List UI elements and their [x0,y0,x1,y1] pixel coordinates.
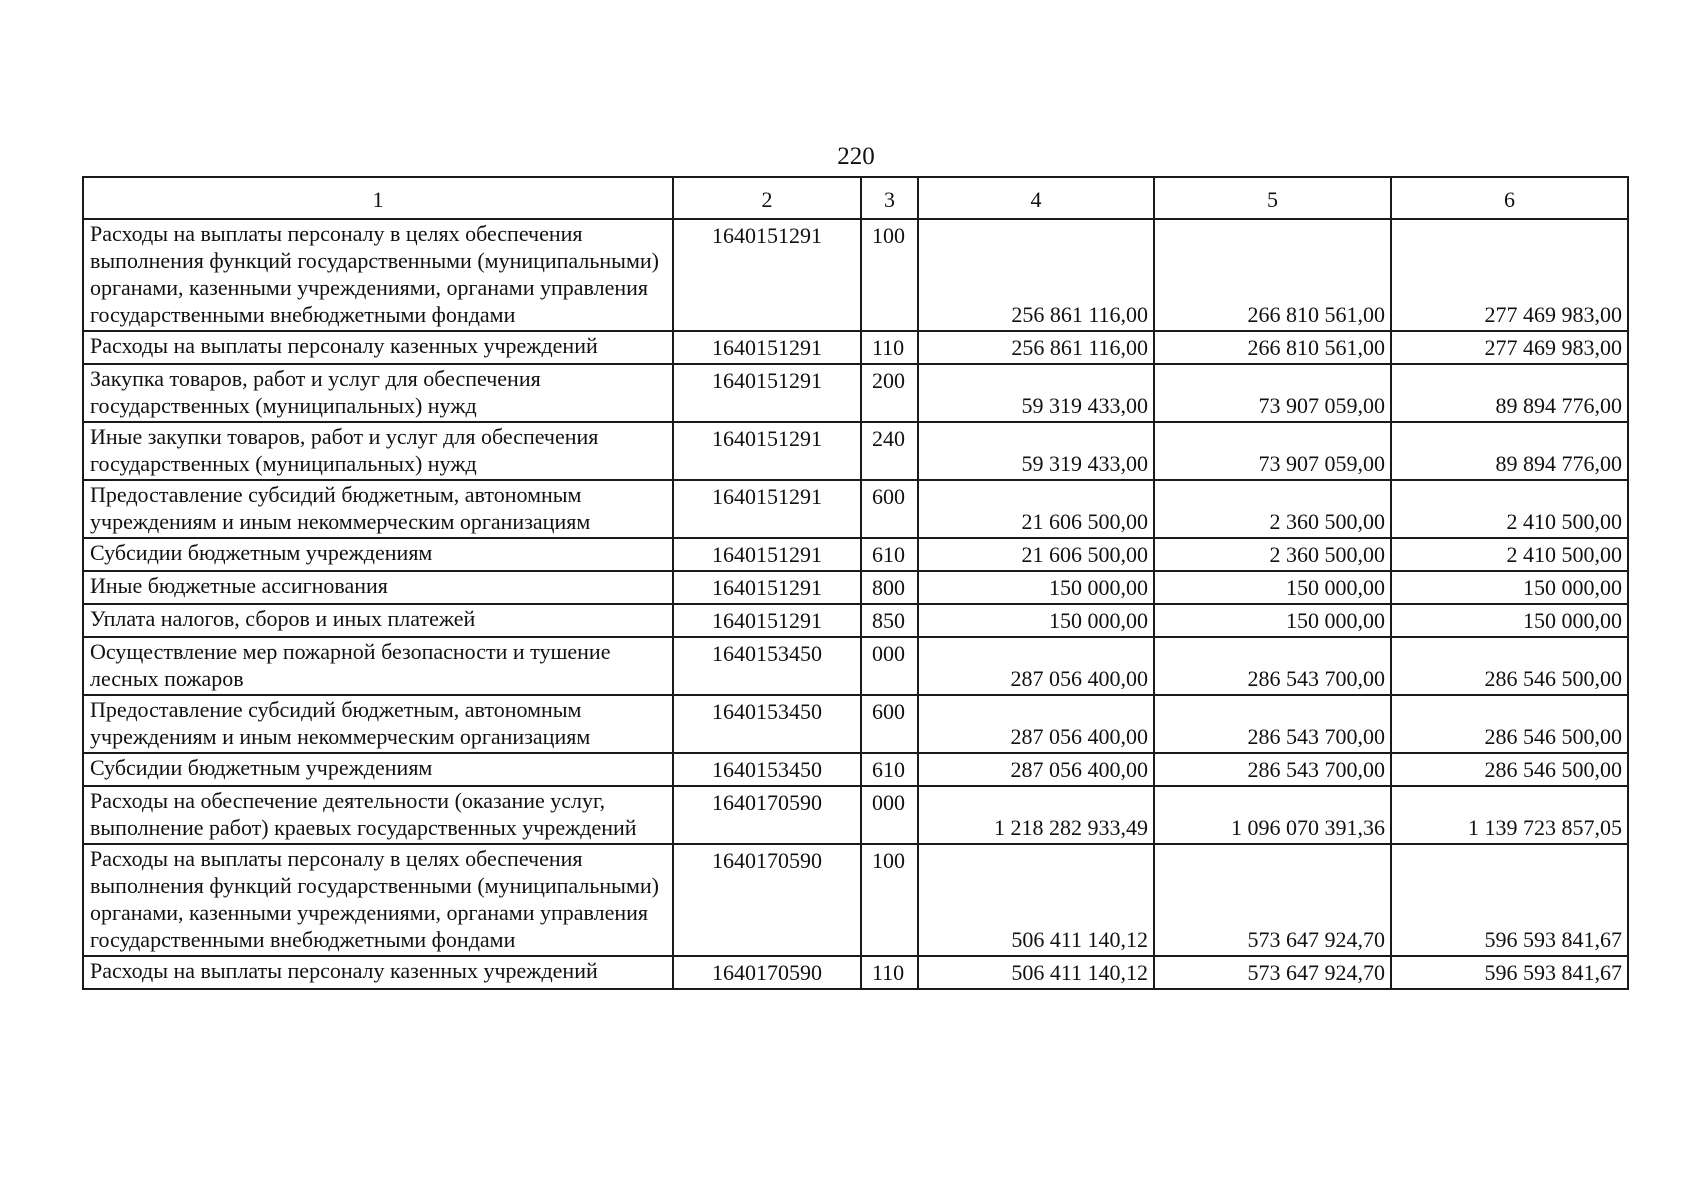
table-header-row [83,177,1628,219]
table-row [83,331,1628,364]
column-header: 2 [673,177,861,219]
expense-type-cell: 110 [861,331,918,364]
amount-cell: 21 606 500,00 [918,480,1154,538]
target-code-cell: 1640151291 [673,364,861,422]
amount-cell: 150 000,00 [918,604,1154,637]
expense-type-cell: 110 [861,956,918,989]
expense-name-cell: Субсидии бюджетным учреждениям [83,753,673,786]
amount-cell: 256 861 116,00 [918,219,1154,331]
amount-cell: 506 411 140,12 [918,956,1154,989]
target-code-cell: 1640151291 [673,571,861,604]
expense-name-cell: Предоставление субсидий бюджетным, автономным учреждениям и иным некоммерческим организациям [83,695,673,753]
amount-cell: 1 218 282 933,49 [918,786,1154,844]
amount-cell: 150 000,00 [1154,604,1391,637]
amount-cell: 2 410 500,00 [1391,538,1628,571]
column-header: 4 [918,177,1154,219]
table-row [83,786,1628,844]
table-row [83,422,1628,480]
target-code-cell: 1640151291 [673,331,861,364]
amount-cell: 573 647 924,70 [1154,844,1391,956]
expense-name-cell: Расходы на выплаты персоналу в целях обеспечения выполнения функций государственными (муниципальными) органами, казенными учреждениями, органами управления государственными внебюджетными фондами [83,219,673,331]
amount-cell: 287 056 400,00 [918,695,1154,753]
column-header: 1 [83,177,673,219]
expense-type-cell: 000 [861,637,918,695]
amount-cell: 286 543 700,00 [1154,695,1391,753]
amount-cell: 596 593 841,67 [1391,844,1628,956]
table-row [83,844,1628,956]
expense-name-cell: Расходы на выплаты персоналу казенных учреждений [83,331,673,364]
expense-type-cell: 100 [861,219,918,331]
amount-cell: 266 810 561,00 [1154,331,1391,364]
expense-type-cell: 240 [861,422,918,480]
amount-cell: 150 000,00 [1391,604,1628,637]
amount-cell: 287 056 400,00 [918,637,1154,695]
target-code-cell: 1640170590 [673,786,861,844]
amount-cell: 73 907 059,00 [1154,422,1391,480]
target-code-cell: 1640151291 [673,219,861,331]
table-row [83,604,1628,637]
expense-name-cell: Расходы на выплаты персоналу казенных учреждений [83,956,673,989]
amount-cell: 277 469 983,00 [1391,331,1628,364]
expense-type-cell: 600 [861,695,918,753]
amount-cell: 286 546 500,00 [1391,753,1628,786]
table-row [83,480,1628,538]
target-code-cell: 1640153450 [673,753,861,786]
amount-cell: 21 606 500,00 [918,538,1154,571]
column-header: 6 [1391,177,1628,219]
table-row [83,538,1628,571]
expense-name-cell: Расходы на обеспечение деятельности (оказание услуг, выполнение работ) краевых государственных учреждений [83,786,673,844]
column-header: 3 [861,177,918,219]
expense-type-cell: 610 [861,753,918,786]
amount-cell: 596 593 841,67 [1391,956,1628,989]
expense-name-cell: Иные закупки товаров, работ и услуг для обеспечения государственных (муниципальных) нужд [83,422,673,480]
amount-cell: 1 139 723 857,05 [1391,786,1628,844]
amount-cell: 1 096 070 391,36 [1154,786,1391,844]
expense-type-cell: 610 [861,538,918,571]
target-code-cell: 1640151291 [673,538,861,571]
table-row [83,753,1628,786]
expense-type-cell: 850 [861,604,918,637]
table-row [83,637,1628,695]
amount-cell: 277 469 983,00 [1391,219,1628,331]
expense-name-cell: Закупка товаров, работ и услуг для обеспечения государственных (муниципальных) нужд [83,364,673,422]
expense-type-cell: 200 [861,364,918,422]
amount-cell: 286 543 700,00 [1154,637,1391,695]
amount-cell: 286 543 700,00 [1154,753,1391,786]
amount-cell: 573 647 924,70 [1154,956,1391,989]
column-header: 5 [1154,177,1391,219]
target-code-cell: 1640170590 [673,844,861,956]
amount-cell: 89 894 776,00 [1391,422,1628,480]
amount-cell: 2 410 500,00 [1391,480,1628,538]
target-code-cell: 1640170590 [673,956,861,989]
target-code-cell: 1640151291 [673,604,861,637]
target-code-cell: 1640153450 [673,637,861,695]
expense-name-cell: Осуществление мер пожарной безопасности и тушение лесных пожаров [83,637,673,695]
table-row [83,571,1628,604]
amount-cell: 287 056 400,00 [918,753,1154,786]
expense-type-cell: 600 [861,480,918,538]
target-code-cell: 1640151291 [673,480,861,538]
target-code-cell: 1640151291 [673,422,861,480]
table-row [83,956,1628,989]
expense-name-cell: Расходы на выплаты персоналу в целях обеспечения выполнения функций государственными (муниципальными) органами, казенными учреждениями, органами управления государственными внебюджетными фондами [83,844,673,956]
expense-type-cell: 000 [861,786,918,844]
amount-cell: 150 000,00 [918,571,1154,604]
table-row [83,219,1628,331]
amount-cell: 2 360 500,00 [1154,480,1391,538]
amount-cell: 286 546 500,00 [1391,637,1628,695]
table-row [83,364,1628,422]
expense-name-cell: Предоставление субсидий бюджетным, автономным учреждениям и иным некоммерческим организациям [83,480,673,538]
page-number: 220 [837,143,875,170]
expense-type-cell: 800 [861,571,918,604]
target-code-cell: 1640153450 [673,695,861,753]
amount-cell: 506 411 140,12 [918,844,1154,956]
amount-cell: 59 319 433,00 [918,422,1154,480]
expense-name-cell: Иные бюджетные ассигнования [83,571,673,604]
amount-cell: 89 894 776,00 [1391,364,1628,422]
expense-name-cell: Уплата налогов, сборов и иных платежей [83,604,673,637]
amount-cell: 266 810 561,00 [1154,219,1391,331]
expense-type-cell: 100 [861,844,918,956]
amount-cell: 150 000,00 [1154,571,1391,604]
table-row [83,695,1628,753]
amount-cell: 256 861 116,00 [918,331,1154,364]
amount-cell: 150 000,00 [1391,571,1628,604]
amount-cell: 59 319 433,00 [918,364,1154,422]
amount-cell: 73 907 059,00 [1154,364,1391,422]
amount-cell: 286 546 500,00 [1391,695,1628,753]
expense-name-cell: Субсидии бюджетным учреждениям [83,538,673,571]
budget-table [82,176,1629,990]
amount-cell: 2 360 500,00 [1154,538,1391,571]
